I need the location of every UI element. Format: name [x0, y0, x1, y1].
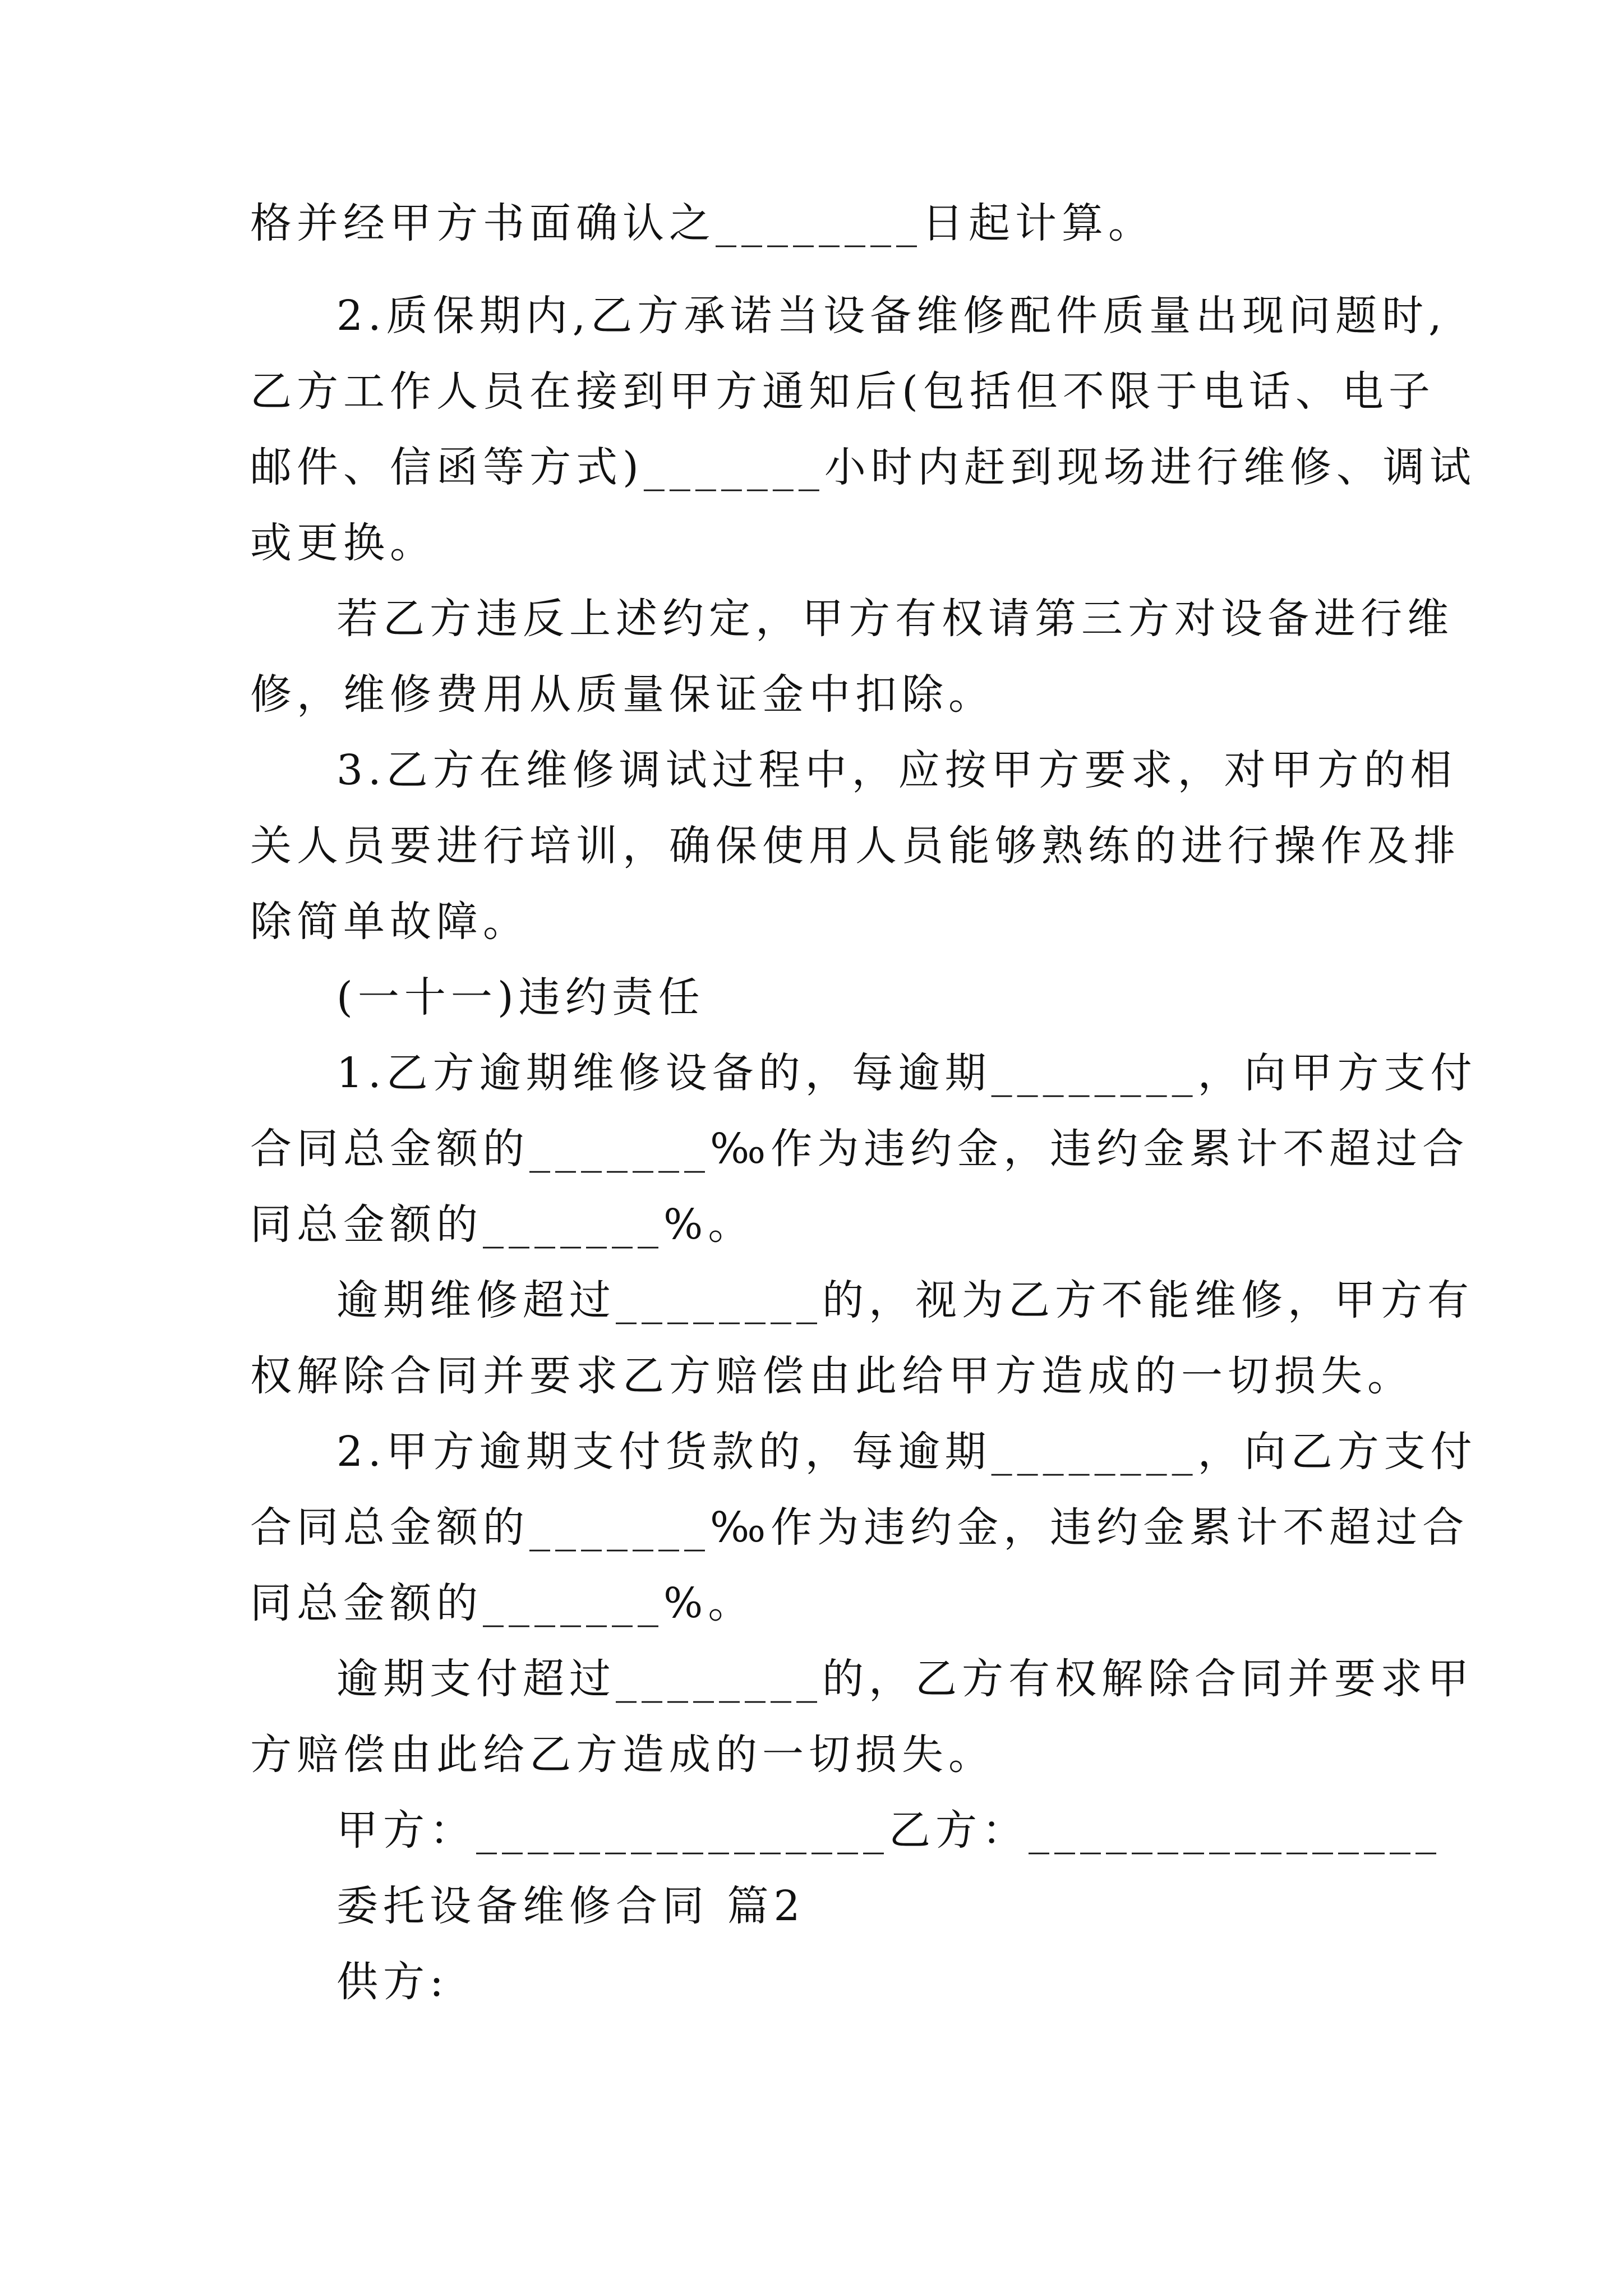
text-line: 或更换。	[250, 519, 436, 567]
supplier-label: 供方:	[336, 1958, 449, 2006]
text-line: 合同总金额的_______‰作为违约金，违约金累计不超过合	[250, 1503, 1469, 1552]
text-line: 合同总金额的_______‰作为违约金，违约金累计不超过合	[250, 1125, 1469, 1173]
text-line: 若乙方违反上述约定，甲方有权请第三方对设备进行维	[336, 595, 1454, 643]
text-line: 逾期维修超过________的，视为乙方不能维修，甲方有	[336, 1276, 1474, 1324]
document-title-part2: 委托设备维修合同 篇2	[336, 1882, 805, 1930]
text-line: 1.乙方逾期维修设备的，每逾期________，向甲方支付	[336, 1049, 1477, 1097]
text-line: 乙方工作人员在接到甲方通知后(包括但不限于电话、电子	[250, 367, 1435, 416]
text-line: 邮件、信函等方式)_______小时内赶到现场进行维修、调试	[250, 443, 1476, 491]
section-heading: (一十一)违约责任	[336, 973, 705, 1022]
signature-line: 甲方：________________乙方：________________	[336, 1806, 1441, 1855]
text-line: 同总金额的_______%。	[250, 1579, 755, 1627]
text-line: 修，维修费用从质量保证金中扣除。	[250, 670, 995, 719]
text-line: 2.质保期内,乙方承诺当设备维修配件质量出现问题时,	[336, 292, 1447, 340]
text-line: 方赔偿由此给乙方造成的一切损失。	[250, 1731, 995, 1779]
text-line: 2.甲方逾期支付货款的，每逾期________，向乙方支付	[336, 1428, 1477, 1476]
text-line: 同总金额的_______%。	[250, 1200, 755, 1249]
text-line: 格并经甲方书面确认之________日起计算。	[250, 199, 1155, 247]
text-line: 逾期支付超过________的，乙方有权解除合同并要求甲	[336, 1655, 1474, 1703]
text-line: 权解除合同并要求乙方赔偿由此给甲方造成的一切损失。	[250, 1352, 1414, 1400]
text-line: 除简单故障。	[250, 898, 529, 946]
text-line: 3.乙方在维修调试过程中，应按甲方要求，对甲方的相	[336, 746, 1457, 794]
text-line: 关人员要进行培训，确保使用人员能够熟练的进行操作及排	[250, 822, 1460, 870]
